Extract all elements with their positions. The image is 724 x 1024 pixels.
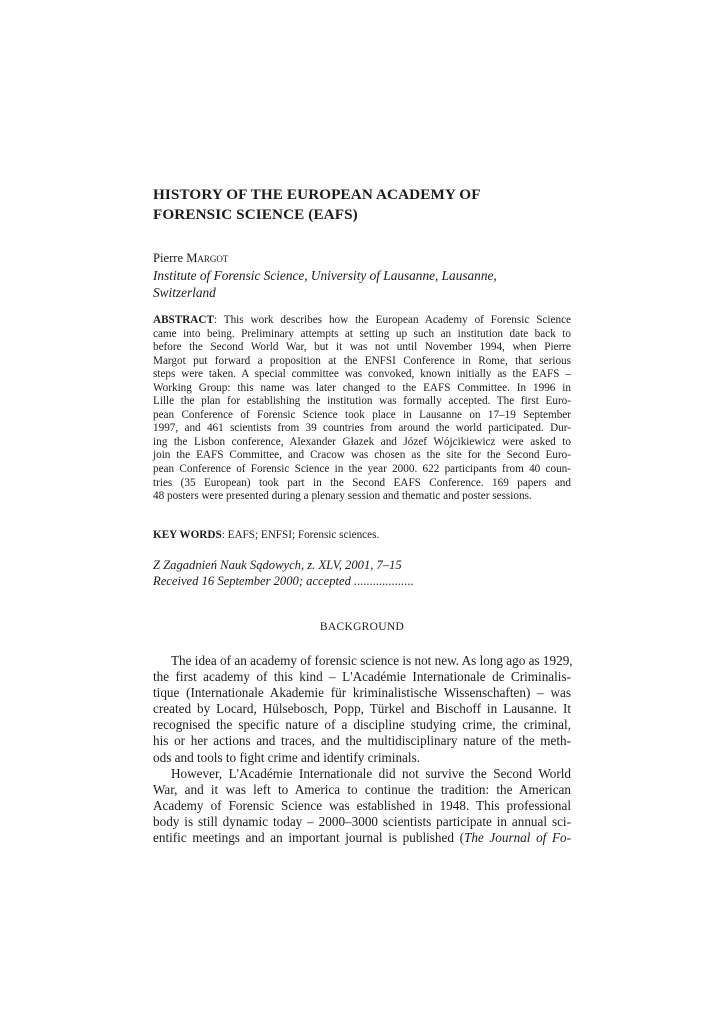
key-words-text: : EAFS; ENFSI; Forensic sciences.	[221, 529, 380, 541]
body-line: War, and it was left to America to continue the tradition: the American	[153, 781, 571, 797]
body-line: ods and tools to fight crime and identify criminals.	[153, 749, 420, 765]
body-line: his or her actions and traces, and the multidisciplinary nature of the meth-	[153, 733, 571, 749]
body-line: Academy of Forensic Science was established in 1948. This professional	[153, 797, 571, 813]
abstract-line: Working Group: this name was later changed to the EAFS Committee. In 1996 in	[153, 381, 571, 394]
abstract-line	[153, 314, 571, 328]
body-line: The idea of an academy of forensic science is not new. As long ago as 1929,	[171, 653, 573, 668]
citation	[153, 558, 414, 589]
abstract-first-line-text: : This work describes how the European Academy of Forensic Science	[213, 314, 571, 326]
affiliation	[153, 268, 497, 301]
abstract-line: join the EAFS Committee, and Cracow was chosen as the site for the Second Euro-	[153, 449, 571, 462]
abstract-line: pean Conference of Forensic Science took place in Lausanne on 17–19 September	[153, 408, 571, 421]
abstract-line: before the Second World War, but it was not until November 1994, when Pierre	[153, 341, 571, 354]
author	[153, 250, 228, 266]
body-line	[153, 830, 571, 846]
abstract-line: Margot put forward a proposition at the ENFSI Conference in Rome, that serious	[153, 354, 571, 367]
abstract	[153, 314, 571, 504]
section-heading: BACKGROUND	[319, 621, 405, 633]
abstract-label: ABSTRACT	[153, 314, 214, 326]
author-first-name: Pierre	[153, 251, 184, 265]
title-line: HISTORY OF THE EUROPEAN ACADEMY OF	[153, 186, 481, 203]
abstract-line: tries (35 European) took part in the Second EAFS Conference. 169 papers and	[153, 476, 571, 489]
key-words-label: KEY WORDS	[153, 529, 222, 541]
body-line: recognised the specific nature of a discipline studying crime, the criminal,	[153, 717, 571, 733]
received-line: Received 16 September 2000; accepted ...................	[153, 573, 414, 588]
body-line: created by Locard, Hülsebosch, Popp, Türkel and Bischoff in Lausanne. It	[153, 701, 571, 717]
abstract-line: steps were taken. A special committee was convoked, known initially as the EAFS –	[153, 368, 571, 381]
body-text	[153, 653, 571, 846]
abstract-line: ing the Lisbon conference, Alexander Głazek and Józef Wójcikiewicz were asked to	[153, 435, 571, 448]
abstract-line: pean Conference of Forensic Science in the year 2000. 622 participants from 40 coun-	[153, 463, 571, 476]
title-line: FORENSIC SCIENCE (EAFS)	[153, 206, 358, 223]
affiliation-line: Switzerland	[153, 284, 216, 300]
body-line: body is still dynamic today – 2000–3000 scientists participate in annual sci-	[153, 813, 571, 829]
abstract-line: came into being. Preliminary attempts at setting up such an institution date back to	[153, 327, 571, 340]
key-words	[153, 528, 379, 542]
abstract-line: 48 posters were presented during a plenary session and thematic and poster sessions.	[153, 490, 532, 503]
author-surname: Margot	[186, 251, 229, 265]
article-title	[153, 185, 571, 225]
affiliation-line: Institute of Forensic Science, University of Lausanne, Lausanne,	[153, 268, 497, 283]
body-line: However, L'Académie Internationale did not survive the Second World	[171, 765, 571, 781]
body-line-text: entific meetings and an important journal is published (	[153, 830, 464, 846]
journal-title: The Journal of Fo-	[463, 830, 571, 846]
body-line: tique (Internationale Akademie für kriminalistische Wissenschaften) – was	[153, 685, 571, 701]
body-line: the first academy of this kind – L'Académie Internationale de Criminalis-	[153, 669, 571, 685]
abstract-line: Lille the plan for establishing the institution was formally accepted. The first Euro-	[153, 395, 571, 408]
abstract-line: 1997, and 461 scientists from 39 countries from around the world participated. Dur-	[153, 422, 571, 435]
citation-line: Z Zagadnień Nauk Sądowych, z. XLV, 2001, 7–15	[153, 558, 402, 572]
